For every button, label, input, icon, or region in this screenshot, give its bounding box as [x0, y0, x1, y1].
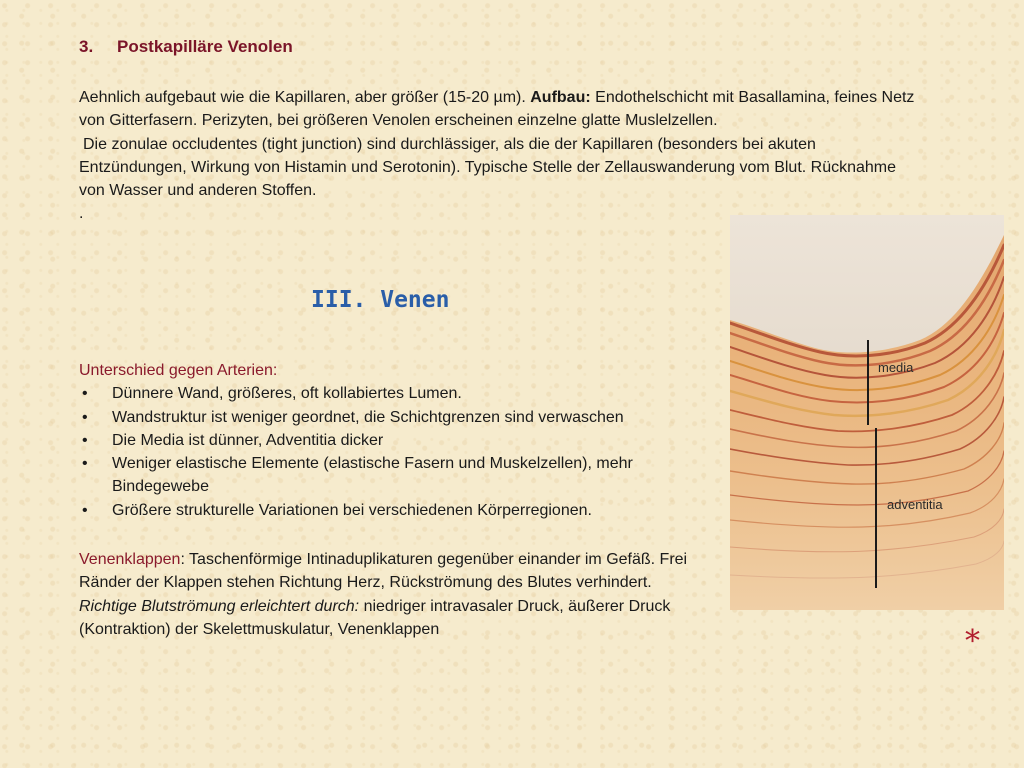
- media-label: media: [878, 360, 914, 375]
- differences-section: [79, 359, 719, 522]
- intro-dot: .: [79, 205, 84, 223]
- intro-text: [79, 86, 919, 226]
- section-title: Postkapilläre Venolen: [117, 37, 293, 56]
- valves-colon: :: [180, 551, 185, 568]
- media-scale-bar: [867, 340, 869, 425]
- valves-paragraph: [79, 548, 729, 595]
- valves-term: Venenklappen: [79, 551, 181, 568]
- list-item: • Die Media ist dünner, Adventitia dicker: [79, 429, 719, 452]
- valves-section: [79, 548, 729, 641]
- adventitia-scale-bar: [875, 428, 877, 588]
- flow-text: niedriger intravasaler Druck, äußerer Druck (Kontraktion) der Skelettmuskulatur, Venenklappen: [79, 597, 671, 638]
- intro-aufbau-label: Aufbau:: [530, 89, 591, 106]
- intro-paragraph-2: Die zonulae occludentes (tight junction) sind durchlässiger, als die der Kapillaren (besonders bei akuten Entzündungen, Wirkung von Histamin und Serotonin). Typische Stelle der Zellauswanderung vom Blut. Rücknahme von Wasser und anderen Stoffen.: [79, 135, 897, 200]
- list-item: • Größere strukturelle Variationen bei verschiedenen Körperregionen.: [79, 499, 719, 522]
- list-item: • Wandstruktur ist weniger geordnet, die Schichtgrenzen sind verwaschen: [79, 406, 719, 429]
- differences-list: [79, 382, 719, 522]
- flow-lead: Richtige Blutströmung erleichtert durch:: [79, 597, 360, 615]
- intro-p1-text: Aehnlich aufgebaut wie die Kapillaren, aber größer (15-20 µm).: [79, 89, 526, 106]
- asterisk-mark: *: [965, 624, 980, 659]
- differences-heading: Unterschied gegen Arterien:: [79, 362, 278, 379]
- adventitia-label: adventitia: [887, 497, 943, 512]
- page-title: III. Venen: [311, 287, 450, 313]
- section-heading: [79, 37, 293, 57]
- intro-paragraph-1: [79, 86, 919, 133]
- list-item: • Dünnere Wand, größeres, oft kollabiertes Lumen.: [79, 382, 719, 405]
- section-number: 3.: [79, 37, 94, 56]
- flow-paragraph: [79, 595, 729, 642]
- intro-p1-rest: Endothelschicht mit Basallamina, feines Netz von Gitterfasern. Perizyten, bei größeren Venolen erscheinen einzelne glatte Muslelzellen.: [79, 89, 915, 130]
- list-item: • Weniger elastische Elemente (elastische Fasern und Muskelzellen), mehr Bindegewebe: [79, 452, 719, 499]
- valves-text: Taschenförmige Intinaduplikaturen gegenüber einander im Gefäß. Frei Ränder der Klappen stehen Richtung Herz, Rückströmung des Blutes verhindert.: [79, 551, 688, 592]
